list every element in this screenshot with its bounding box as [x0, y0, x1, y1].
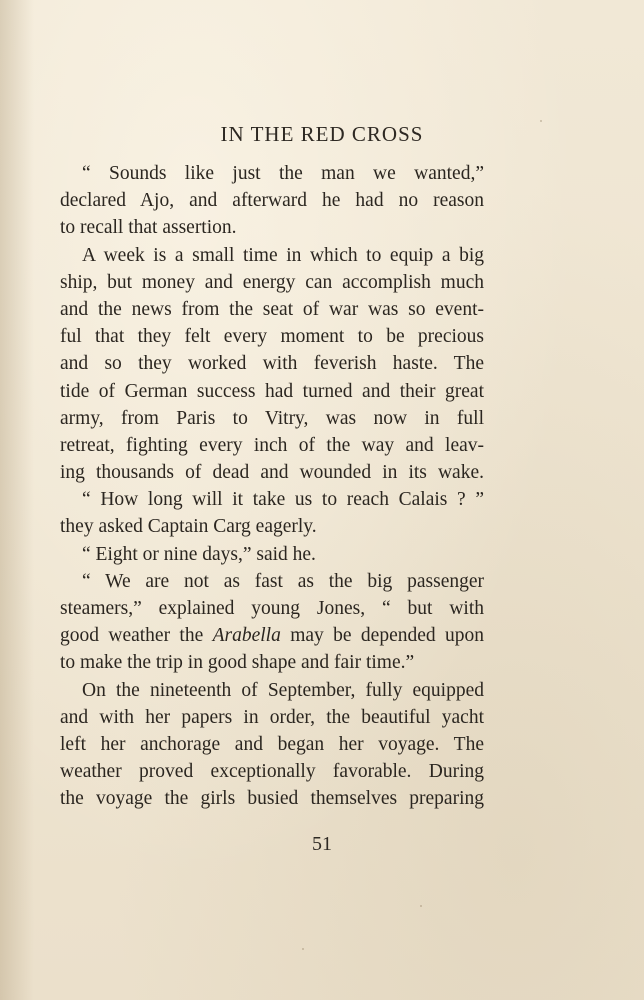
text-line: ship, but money and energy can accomplish much [60, 271, 484, 293]
text-line: tide of German success had turned and their great [60, 380, 484, 402]
text-line: weather proved exceptionally favorable. During [60, 761, 484, 783]
text-line-with-italic [60, 622, 484, 649]
text-line: to recall that assertion. [60, 217, 237, 239]
paragraph-1 [60, 160, 484, 242]
text-line: and with her papers in order, the beautiful yacht [60, 706, 484, 728]
text-line: “ We are not as fast as the big passenger [82, 570, 484, 592]
text-line: ful that they felt every moment to be precious [60, 326, 484, 348]
page-number: 51 [312, 833, 332, 855]
text-segment: may be depended upon [280, 625, 484, 647]
text-line: ing thousands of dead and wounded in its wake. [60, 462, 484, 484]
text-line: left her anchorage and began her voyage. The [60, 733, 484, 755]
paragraph-4 [60, 541, 484, 568]
text-line: declared Ajo, and afterward he had no reason [60, 190, 484, 212]
paragraph-6 [60, 677, 484, 813]
text-line: to make the trip in good shape and fair time.” [60, 652, 415, 674]
text-line: “ Sounds like just the man we wanted,” [82, 163, 484, 184]
text-line: they asked Captain Carg eagerly. [60, 516, 317, 538]
text-line: and so they worked with feverish haste. The [60, 353, 484, 375]
text-line: retreat, fighting every inch of the way and leav- [60, 434, 484, 456]
text-line: and the news from the seat of war was so event- [60, 298, 484, 320]
paragraph-5 [60, 568, 484, 677]
paragraph-3 [60, 486, 484, 540]
ship-name: Arabella [212, 625, 281, 647]
text-line: On the nineteenth of September, fully equipped [82, 679, 484, 701]
text-line: A week is a small time in which to equip a big [82, 244, 484, 266]
running-head: IN THE RED CROSS [220, 122, 424, 146]
text-line: army, from Paris to Vitry, was now in full [60, 407, 484, 429]
text-line: “ How long will it take us to reach Calais ? ” [82, 489, 484, 511]
text-line: steamers,” explained young Jones, “ but with [60, 598, 484, 619]
body-text [60, 160, 484, 813]
text-line: the voyage the girls busied themselves preparing [60, 788, 484, 810]
text-segment: good weather the [60, 625, 213, 647]
text-line: “ Eight or nine days,” said he. [82, 543, 316, 565]
paragraph-2 [60, 242, 484, 487]
